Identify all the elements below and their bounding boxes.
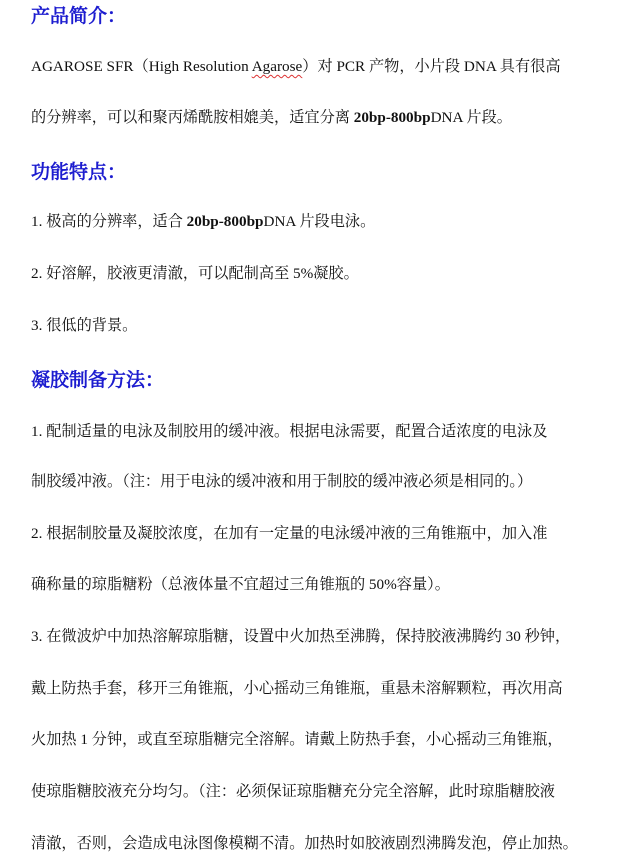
method-line: 戴上防热手套，移开三角锥瓶，小心摇动三角锥瓶，重悬未溶解颗粒，再次用高: [31, 680, 563, 697]
method-line: 1. 配制适量的电泳及制胶用的缓冲液。根据电泳需要，配置合适浓度的电泳及: [31, 423, 548, 440]
intro-text: ）对 PCR 产物，小片段 DNA 具有很高: [302, 58, 561, 75]
section-heading-method: 凝胶制备方法：: [31, 369, 165, 391]
method-line: 清澈，否则，会造成电泳图像模糊不清。加热时如胶液剧烈沸腾发泡，停止加热。: [31, 835, 578, 852]
bold-range: 20bp-800bp: [353, 109, 431, 126]
method-line: 使琼脂糖胶液充分均匀。（注：必须保证琼脂糖充分完全溶解，此时琼脂糖胶液: [31, 783, 555, 800]
section-heading-intro: 产品简介：: [31, 5, 127, 27]
spellcheck-word: Agarose: [251, 58, 303, 75]
feature-text: DNA 片段电泳。: [263, 213, 376, 230]
method-line: 3. 在微波炉中加热溶解琼脂糖，设置中火加热至沸腾，保持胶液沸腾约 30 秒钟，: [31, 628, 571, 645]
method-line: 确称量的琼脂糖粉（总液体量不宜超过三角锥瓶的 50%容量）。: [31, 576, 450, 593]
intro-text: 的分辨率，可以和聚丙烯酰胺相媲美，适宜分离: [31, 109, 354, 126]
intro-line-2: [31, 108, 512, 128]
section-heading-features: 功能特点：: [31, 161, 127, 183]
bold-range: 20bp-800bp: [186, 213, 264, 230]
feature-item-1: [31, 212, 375, 232]
method-line: 制胶缓冲液。（注：用于电泳的缓冲液和用于制胶的缓冲液必须是相同的。）: [31, 473, 533, 490]
feature-text: 1. 极高的分辨率，适合: [31, 213, 187, 230]
feature-item-2: 2. 好溶解，胶液更清澈，可以配制高至 5%凝胶。: [31, 265, 359, 282]
method-line: 火加热 1 分钟，或直至琼脂糖完全溶解。请戴上防热手套，小心摇动三角锥瓶，: [31, 731, 563, 748]
intro-text: AGAROSE SFR（High Resolution: [31, 58, 252, 75]
intro-line-1: [31, 57, 561, 77]
intro-text: DNA 片段。: [430, 109, 512, 126]
feature-item-3: 3. 很低的背景。: [31, 317, 138, 334]
method-line: 2. 根据制胶量及凝胶浓度，在加有一定量的电泳缓冲液的三角锥瓶中，加入准: [31, 525, 548, 542]
